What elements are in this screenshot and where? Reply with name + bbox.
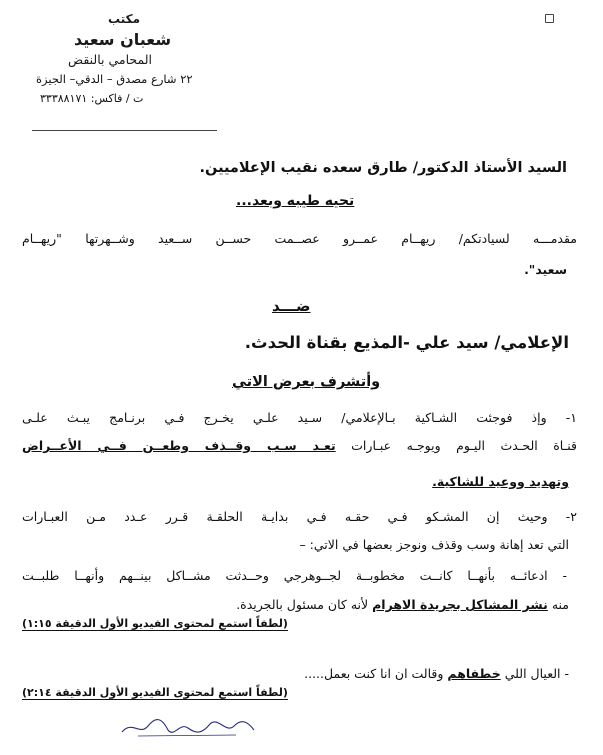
letterhead-name: شعبان سعيد xyxy=(74,30,172,49)
greeting: تحيه طيبه وبعد... xyxy=(236,193,355,209)
video-note-1: (لطفاً استمع لمحتوى الفيديو الأول الدقيقة ١:١٥) xyxy=(22,617,288,630)
signature xyxy=(118,712,258,740)
bullet-1-highlight: نشر المشاكل بجريدة الاهرام xyxy=(372,597,548,612)
paragraph-1-line-1: ١- وإذ فوجئت الشـاكية بـالإعلامي/ سـيد علـي يخـرج فـي برنـامج يبـث علـى xyxy=(22,410,577,425)
paragraph-1-highlight: تعـد سـب وقــذف وطعــن فــي الأعــراض xyxy=(22,438,336,453)
intro-line-1: مقدمـــه لسيادتكم/ ريهــام عمــرو عصــمت حســن ســعيد وشــهرتها "ريهــام xyxy=(22,231,577,246)
intro-line-2: سعيد". xyxy=(524,262,567,277)
divider-line xyxy=(32,130,217,131)
letterhead-office: مكتب xyxy=(108,12,141,26)
video-note-2: (لطفاً استمع لمحتوى الفيديو الأول الدقيقة ٢:١٤) xyxy=(22,686,288,699)
paragraph-1-line-3: وتهديد ووعيد للشاكية. xyxy=(432,474,569,489)
paragraph-1-line-2 xyxy=(22,438,577,453)
corner-mark xyxy=(545,14,554,23)
paragraph-1-text: قنـاة الحـدث اليـوم ويوجـه عبـارات xyxy=(335,438,577,453)
bullet-2-text-c: وقالت ان انا كنت بعمل..... xyxy=(304,666,448,681)
bullet-1-line-1: - ادعائــه بأنهــا كانــت مخطوبــة لجــوهرجي وحــدثت مشــاكل بينــهم وأنهــا طلبــت xyxy=(22,568,567,583)
defendant: الإعلامي/ سيد علي -المذيع بقناة الحدث. xyxy=(244,333,569,352)
letterhead-address: ٢٢ شارع مصدق – الدقي– الجيزة xyxy=(36,72,193,86)
bullet-1-text-c: لأنه كان مسئول بالجريدة. xyxy=(236,597,373,612)
bullet-2 xyxy=(304,666,569,681)
bullet-1-text-a: منه xyxy=(547,597,569,612)
against-heading: ضـــد xyxy=(272,297,311,315)
letterhead-title: المحامي بالنقض xyxy=(68,52,152,67)
bullet-2-text-a: - العيال اللي xyxy=(500,666,569,681)
claims-heading: وأتشرف بعرض الاتي xyxy=(232,374,381,390)
paragraph-2-line-1: ٢- وحيث إن المشـكو فـي حقـه فـي بدايـة الحلقـة قـرر عـدد مـن العبـارات xyxy=(22,509,577,524)
paragraph-2-line-2: التي تعد إهانة وسب وقذف ونوجز بعضها في الاتي: – xyxy=(299,537,569,552)
addressee: السيد الأستاذ الدكتور/ طارق سعده نقيب الإعلاميين. xyxy=(199,160,567,176)
bullet-1-line-2 xyxy=(236,597,569,612)
bullet-2-highlight: خطفاهم xyxy=(447,666,501,681)
letterhead-phone: ت / فاكس: ٣٣٣٨٨١٧١ xyxy=(40,92,144,105)
